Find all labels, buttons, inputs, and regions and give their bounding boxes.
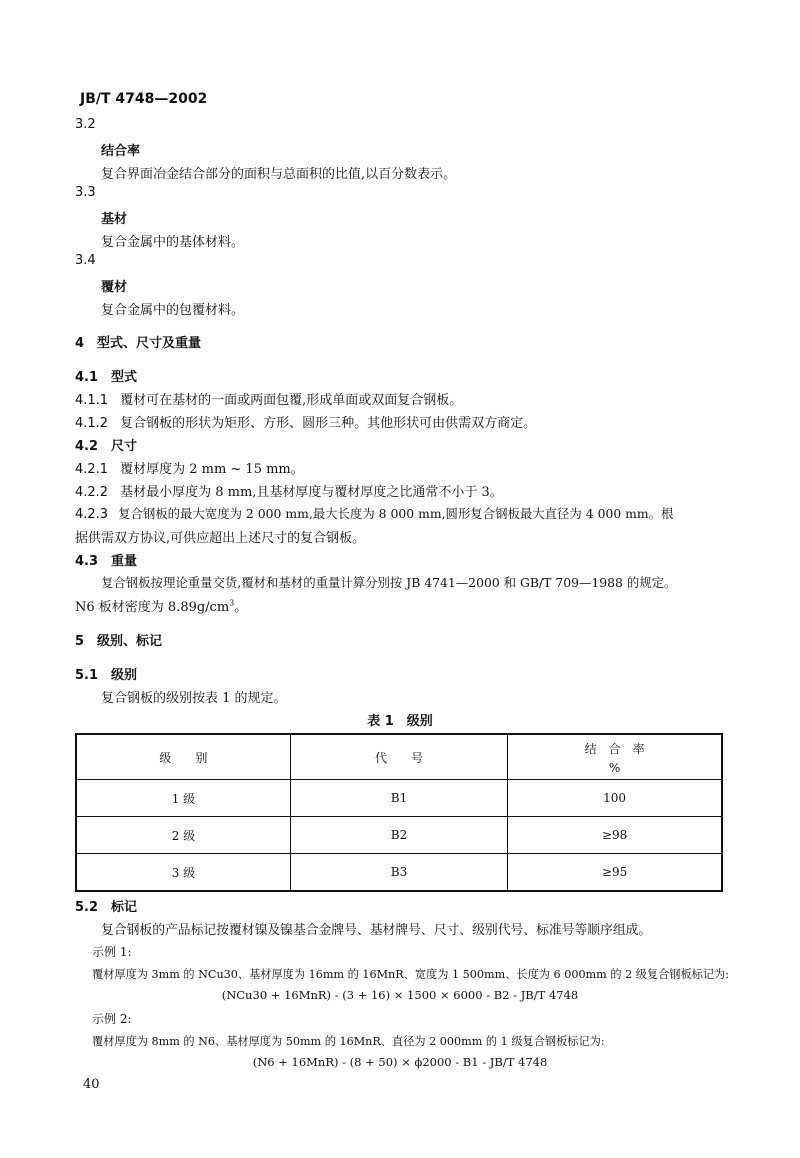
example-formula: (N6 + 16MnR) - (8 + 50) × ϕ2000 - B1 - JB/T 4748: [252, 1055, 548, 1069]
example-text: 覆材厚度为 8mm 的 N6、基材厚度为 50mm 的 16MnR、直径为 2 000mm 的 1 级复合钢板标记为:: [92, 1035, 605, 1048]
header-rate: [508, 734, 722, 780]
grade-table: [75, 733, 723, 892]
standard-number: JB/T 4748—2002: [80, 91, 208, 107]
cell-rate: ≥98: [508, 817, 722, 854]
cell-grade: 2 级: [76, 817, 290, 854]
example-text: 覆材厚度为 3mm 的 NCu30、基材厚度为 16mm 的 16MnR、宽度为 1 500mm、长度为 6 000mm 的 2 级复合钢板标记为:: [92, 968, 730, 981]
clause-4-2-2: [75, 481, 503, 500]
clause-4-2-1: [75, 458, 304, 477]
term-title: 结合率: [101, 144, 141, 159]
clause-number: 4.2.2: [75, 485, 109, 500]
subsection-heading: 5.1 级别: [75, 668, 138, 683]
term-definition: 复合金属中的包覆材料。: [101, 303, 245, 318]
subsection-heading: 4.3 重量: [75, 554, 138, 569]
clause-number: 3.3: [75, 185, 96, 200]
table-row: [76, 780, 722, 817]
term-definition: 复合界面冶金结合部分的面积与总面积的比值,以百分数表示。: [101, 167, 457, 182]
clause-text: 基材最小厚度为 8 mm,且基材厚度与覆材厚度之比通常不小于 3。: [120, 485, 503, 500]
header-rate-label: 结 合 率: [584, 741, 645, 756]
term-definition: 复合金属中的基体材料。: [101, 235, 245, 250]
clause-4-1-2: [75, 412, 536, 431]
cell-code: B1: [290, 780, 507, 817]
header-rate-unit: %: [608, 760, 621, 775]
cell-code: B3: [290, 854, 507, 892]
density-superscript: 3: [229, 598, 235, 608]
clause-text: 覆材可在基材的一面或两面包覆,形成单面或双面复合钢板。: [120, 393, 463, 408]
example-label: 示例 2:: [92, 1012, 132, 1026]
clause-number: 4.1.2: [75, 416, 109, 431]
header-code: 代 号: [290, 734, 507, 780]
table-header-row: [76, 734, 722, 780]
cell-grade: 1 级: [76, 780, 290, 817]
section-heading: 4 型式、尺寸及重量: [75, 336, 202, 351]
clause-number: 3.2: [75, 117, 96, 132]
cell-code: B2: [290, 817, 507, 854]
example-formula: (NCu30 + 16MnR) - (3 + 16) × 1500 × 6000 - B2 - JB/T 4748: [221, 988, 579, 1002]
term-title: 基材: [101, 212, 128, 227]
clause-number: 4.2.3: [75, 507, 109, 522]
clause-text: 复合钢板的级别按表 1 的规定。: [101, 691, 287, 706]
density-note: [75, 596, 247, 615]
cell-grade: 3 级: [76, 854, 290, 892]
clause-text: 复合钢板的形状为矩形、方形、圆形三种。其他形状可由供需双方商定。: [120, 416, 537, 431]
clause-text: 复合钢板的最大宽度为 2 000 mm,最大长度为 8 000 mm,圆形复合钢板最大直径为 4 000 mm。根: [118, 506, 674, 521]
cell-rate: ≥95: [508, 854, 722, 892]
table-row: [76, 817, 722, 854]
clause-text: 覆材厚度为 2 mm ~ 15 mm。: [120, 462, 304, 477]
clause-text: 复合钢板的产品标记按覆材镍及镍基合金牌号、基材牌号、尺寸、级别代号、标准号等顺序组成。: [101, 923, 652, 938]
clause-text-continued: 据供需双方协议,可供应超出上述尺寸的复合钢板。: [75, 531, 366, 546]
clause-4-2-3: [75, 504, 673, 522]
clause-number: 4.1.1: [75, 393, 109, 408]
example-label: 示例 1:: [92, 945, 132, 959]
subsection-heading: 4.1 型式: [75, 370, 138, 385]
clause-text: 复合钢板按理论重量交货,覆材和基材的重量计算分别按 JB 4741—2000 和 GB/T 709—1988 的规定。: [101, 575, 677, 590]
header-grade: 级 别: [76, 734, 290, 780]
subsection-heading: 4.2 尺寸: [75, 439, 138, 454]
table-caption: 表 1 级别: [367, 714, 433, 729]
table-row: [76, 854, 722, 892]
section-heading: 5 级别、标记: [75, 634, 163, 649]
clause-number: 4.2.1: [75, 462, 109, 477]
clause-4-1-1: [75, 389, 462, 408]
density-text: N6 板材密度为 8.89g/cm: [75, 600, 230, 615]
density-end: 。: [234, 600, 248, 615]
term-title: 覆材: [101, 280, 128, 295]
subsection-heading: 5.2 标记: [75, 900, 138, 915]
page-number: 40: [83, 1077, 100, 1092]
cell-rate: 100: [508, 780, 722, 817]
clause-number: 3.4: [75, 253, 96, 268]
